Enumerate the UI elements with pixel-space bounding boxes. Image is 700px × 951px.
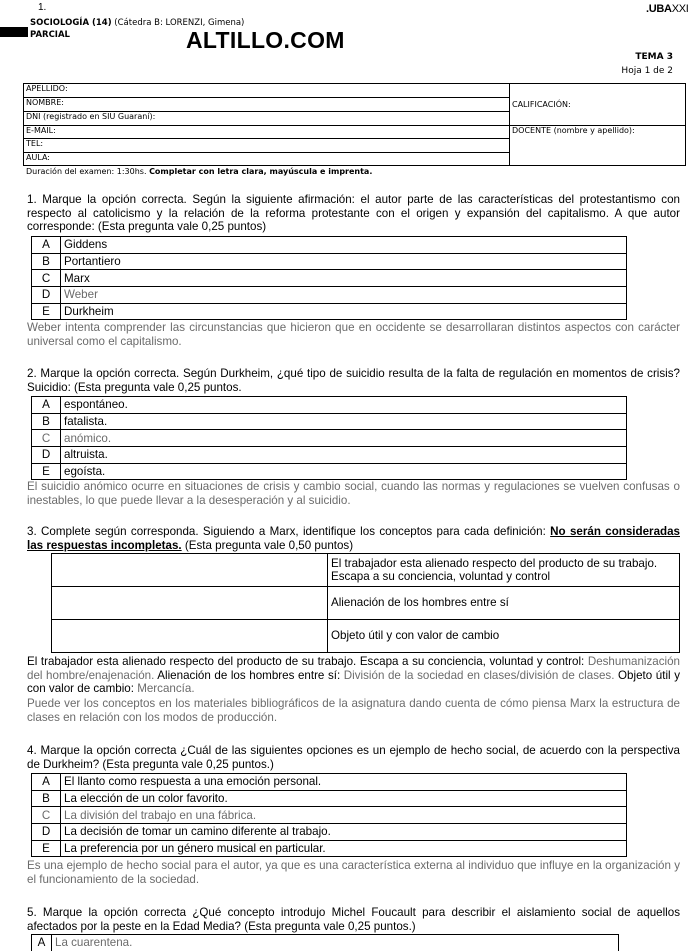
q2-option-a[interactable] [32, 397, 627, 414]
black-bar [0, 27, 28, 37]
q3-answer [27, 655, 680, 696]
option-letter: E [32, 303, 61, 320]
option-text: Giddens [61, 237, 627, 254]
q1-option-d[interactable] [32, 287, 627, 304]
q3-def-2: Alienación de los hombres entre sí [328, 587, 680, 620]
q1-option-e[interactable] [32, 303, 627, 320]
option-letter: B [32, 253, 61, 270]
tema: TEMA 3 [635, 52, 673, 62]
page-number: 1. [38, 2, 47, 13]
q3-blank-3[interactable] [52, 620, 328, 653]
uba-logo-xxi: XXI [671, 3, 689, 15]
field-docente[interactable]: DOCENTE (nombre y apellido): [510, 126, 686, 166]
option-letter: B [32, 790, 61, 807]
watermark: ALTILLO.COM [186, 27, 345, 53]
q3-text [27, 525, 680, 552]
q4-text: 4. Marque la opción correcta ¿Cuál de las siguientes opciones es un ejemplo de hecho social, de acuerdo con la perspectiva de Durkheim? (Esta pregunta vale 0,25 puntos.) [27, 744, 680, 771]
option-text: Marx [61, 270, 627, 287]
q2-option-c[interactable] [32, 430, 627, 447]
option-letter: C [32, 807, 61, 824]
q1-answer: Weber intenta comprender las circunstancias que hicieron que en occidente se desarrollaran distintos aspectos con carácter universal como el capitalismo. [27, 321, 680, 348]
option-text: Durkheim [61, 303, 627, 320]
q2-option-e[interactable] [32, 463, 627, 480]
course-name: SOCIOLOGÍA (14) [30, 18, 112, 28]
option-letter: E [32, 840, 61, 857]
q1-text: 1. Marque la opción correcta. Según la siguiente afirmación: el autor parte de las características del protestantismo con respecto al catolicismo y la relación de la reforma protestante con el origen y expansión del capitalismo. A que autor corresponde: (Esta pregunta vale 0,25 puntos) [27, 193, 680, 233]
q5-option-a[interactable] [32, 935, 619, 951]
q3-text-a: 3. Complete según corresponda. Siguiendo a Marx, identifique los conceptos para cada definición: [27, 525, 551, 538]
q3-def-3: Objeto útil y con valor de cambio [328, 620, 680, 653]
q3-ans1-val: Deshumanización del hombre/enajenación. [27, 655, 680, 682]
option-text: La elección de un color favorito. [61, 790, 627, 807]
option-letter: C [32, 270, 61, 287]
field-dni[interactable]: DNI (registrado en SIU Guaraní): [24, 112, 510, 126]
option-letter: B [32, 413, 61, 430]
field-calificacion[interactable]: CALIFICACIÓN: [510, 84, 686, 126]
uba-logo [646, 3, 689, 15]
option-text: Portantiero [61, 253, 627, 270]
q2-option-b[interactable] [32, 413, 627, 430]
hoja: Hoja 1 de 2 [621, 66, 673, 76]
option-letter: D [32, 447, 61, 464]
q3-row-2 [52, 587, 680, 620]
q3-row-3 [52, 620, 680, 653]
q4-option-b[interactable] [32, 790, 627, 807]
q3-ans2-val: División de la sociedad en clases/división de clases. [340, 668, 615, 682]
option-letter: E [32, 463, 61, 480]
q4-option-e[interactable] [32, 840, 627, 857]
uba-logo-text: .UBA [646, 3, 672, 15]
option-text: La cuarentena. [52, 935, 619, 951]
field-nombre[interactable]: NOMBRE: [24, 98, 510, 112]
q3-ans1-def: El trabajador esta alienado respecto del producto de su trabajo. Escapa a su conciencia, voluntad y control: [27, 655, 585, 668]
q5-text: 5. Marque la opción correcta ¿Qué concepto introdujo Michel Foucault para describir el aislamiento social de aquellos afectados por la peste en la Edad Media? (Esta pregunta vale 0,25 puntos.) [27, 906, 680, 933]
option-letter: A [32, 774, 61, 791]
option-letter: A [32, 397, 61, 414]
q1-options [31, 236, 627, 320]
q3-ans3-val: Mercancía. [133, 682, 195, 695]
field-aula[interactable]: AULA: [24, 153, 510, 166]
option-text: egoísta. [61, 463, 627, 480]
q1-option-c[interactable] [32, 270, 627, 287]
duration-text: Duración del examen: 1:30hs. [26, 167, 147, 176]
q4-option-a[interactable] [32, 774, 627, 791]
q2-text: 2. Marque la opción correcta. Según Durkheim, ¿qué tipo de suicidio resulta de la falta de regulación en momentos de crisis? Suicidio: (Esta pregunta vale 0,25 puntos. [27, 367, 680, 394]
q3-warning: No serán consideradas las respuestas incompletas. [27, 525, 680, 552]
field-email[interactable]: E-MAIL: [24, 126, 510, 139]
option-text: La decisión de tomar un camino diferente al trabajo. [61, 824, 627, 841]
q3-blank-1[interactable] [52, 554, 328, 587]
option-text: fatalista. [61, 413, 627, 430]
option-text: anómico. [61, 430, 627, 447]
q3-def-1: El trabajador esta alienado respecto del producto de su trabajo. Escapa a su conciencia, voluntad y control [328, 554, 680, 587]
field-apellido[interactable]: APELLIDO: [24, 84, 510, 98]
q3-answer-extra: Puede ver los conceptos en los materiales bibliográficos de la asignatura dando cuenta de cómo piensa Marx la estructura de clases en relación con los modos de producción. [27, 697, 680, 724]
course-catedra: (Cátedra B: LORENZI, Gimena) [114, 18, 245, 28]
exam-type: PARCIAL [30, 30, 70, 40]
duration-line [26, 167, 372, 177]
q3-match-table [51, 553, 680, 653]
q4-answer: Es una ejemplo de hecho social para el autor, ya que es una característica externa al individuo que influye en la organización y el funcionamiento de la sociedad. [27, 859, 680, 886]
q1-option-a[interactable] [32, 237, 627, 254]
q5-options [31, 934, 619, 951]
option-text: El llanto como respuesta a una emoción personal. [61, 774, 627, 791]
q3-ans2-def: Alienación de los hombres entre sí: [154, 668, 341, 682]
option-text: espontáneo. [61, 397, 627, 414]
q3-blank-2[interactable] [52, 587, 328, 620]
duration-instruction: Completar con letra clara, mayúscula e imprenta. [149, 167, 373, 176]
field-tel[interactable]: TEL: [24, 139, 510, 153]
q4-option-c[interactable] [32, 807, 627, 824]
q1-option-b[interactable] [32, 253, 627, 270]
q2-options [31, 396, 627, 480]
student-info-table [23, 83, 686, 166]
option-letter: A [32, 935, 52, 951]
q3-row-1 [52, 554, 680, 587]
q3-ans3-def: Objeto útil y con valor de cambio: [27, 668, 680, 695]
option-text: La preferencia por un género musical en particular. [61, 840, 627, 857]
q2-option-d[interactable] [32, 447, 627, 464]
option-text: altruista. [61, 447, 627, 464]
option-text: La división del trabajo en una fábrica. [61, 807, 627, 824]
q4-option-d[interactable] [32, 824, 627, 841]
q4-options [31, 773, 627, 857]
option-letter: C [32, 430, 61, 447]
option-text: Weber [61, 287, 627, 304]
q3-text-b: (Esta pregunta vale 0,50 puntos) [181, 538, 354, 552]
option-letter: D [32, 824, 61, 841]
q2-answer: El suicidio anómico ocurre en situaciones de crisis y cambio social, cuando las normas y regulaciones se vuelven confusas o inestables, lo que puede llevar a la desesperación y al suicidio. [27, 480, 680, 507]
option-letter: D [32, 287, 61, 304]
option-letter: A [32, 237, 61, 254]
